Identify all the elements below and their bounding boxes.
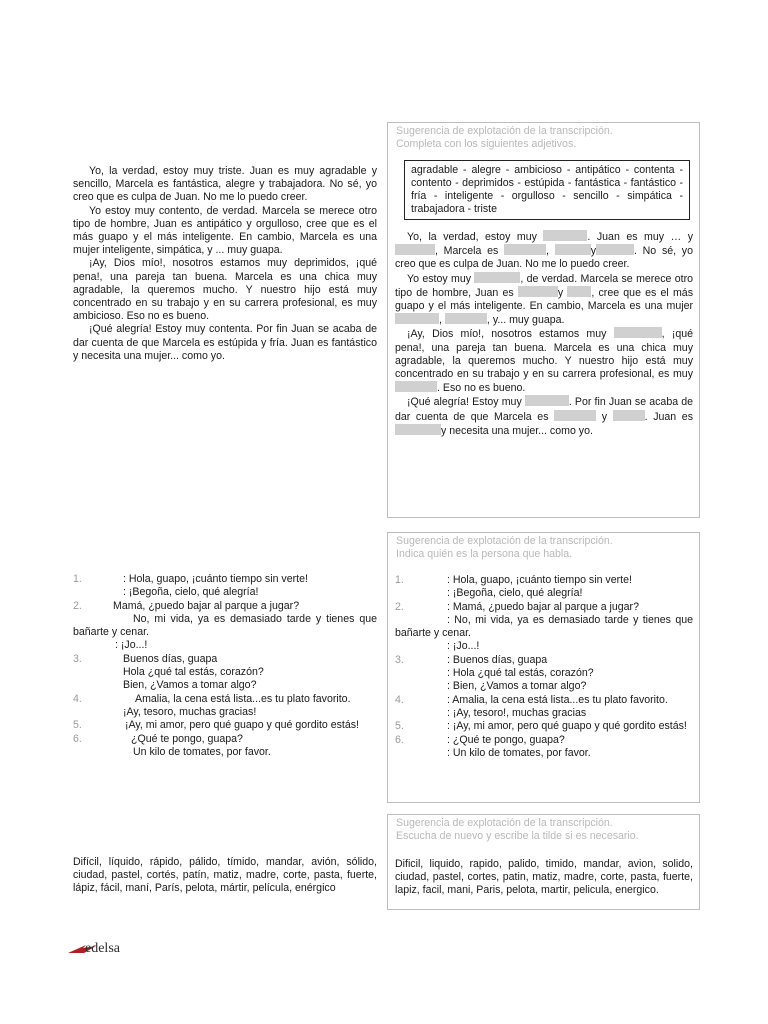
exercise-heading (388, 533, 699, 560)
dialogues-right (388, 560, 699, 760)
text: ¡qué pena!, una pareja tan buena. Marcela es una chica muy agradable, la queremos mucho. Y nuestro hijo está muy concentrado en su trabajo y en su carrera profesional, es muy (395, 328, 694, 381)
dialogue-text: : ¡Ay, tesoro!, muchas gracias (447, 706, 587, 719)
answer-blank[interactable] (445, 313, 487, 324)
text: . Eso no es bueno. (437, 382, 526, 395)
dialogue-text: : ¿Qué te pongo, guapa? (447, 733, 565, 746)
dialogue-text: Mamá, ¿puedo bajar al parque a jugar? (113, 599, 300, 612)
text: , Marcela es (435, 245, 499, 258)
dialogue-line (395, 614, 693, 641)
answer-blank[interactable] (525, 395, 569, 406)
dialogue-line (73, 613, 377, 640)
line-number: 2. (395, 600, 404, 613)
dialogue-text: Hola ¿qué tal estás, corazón? (123, 666, 264, 679)
dialogue-line (395, 694, 693, 707)
paragraph: Yo estoy muy contento, de verdad. Marcela se merece otro tipo de hombre, Juan es antipático y orgulloso, cree que es el más guapo y el más inteligente. En cambio, Marcela es una mujer inteligente, simpática, y ... muy guapa. (73, 204, 377, 257)
text: , (486, 314, 490, 327)
text: , (546, 245, 549, 258)
answer-blank[interactable] (543, 230, 587, 241)
text: . Juan es muy … (587, 231, 682, 243)
exercise-heading (388, 815, 699, 842)
dialogues-left (73, 573, 377, 759)
dialogue-line (395, 747, 693, 760)
line-number: 6. (73, 732, 82, 745)
answer-blank[interactable] (474, 272, 520, 283)
dialogue-line (73, 573, 377, 586)
answer-blank[interactable] (395, 424, 441, 435)
dialogue-text: : ¡Jo...! (447, 640, 480, 653)
heading-line: Sugerencia de explotación de la transcripción. (396, 535, 613, 547)
exercise-box-speakers (387, 532, 700, 803)
dialogue-line (395, 734, 693, 747)
text: y (557, 286, 564, 299)
fill-in-text (388, 230, 699, 438)
line-number: 3. (73, 652, 82, 665)
dialogue-text: ¡Ay, mi amor, pero qué guapo y qué gordito estás! (125, 719, 359, 732)
text: y (687, 231, 693, 243)
dialogue-line (395, 667, 693, 680)
logo-mark-icon (66, 937, 136, 957)
accent-words-left: Difícil, líquido, rápido, pálido, tímido, mandar, avión, sólido, ciudad, pastel, cortés, patín, matiz, madre, corte, pasta, fuerte, lápiz, fácil, maní, París, pelota, mártir, película, enérgico (73, 856, 377, 895)
line-number: 5. (73, 719, 82, 732)
line-number: 3. (395, 653, 404, 666)
text: y (601, 410, 608, 423)
heading-line: Sugerencia de explotación de la transcripción. (396, 125, 613, 137)
text: y (590, 245, 596, 258)
answer-blank[interactable] (395, 381, 437, 392)
dialogue-line (395, 680, 693, 693)
paragraph: ¡Qué alegría! Estoy muy contenta. Por fin Juan se acaba de dar cuenta de que Marcela es estúpida y fría. Juan es fantástico y necesita una mujer... como yo. (73, 323, 377, 362)
heading-line: Sugerencia de explotación de la transcripción. (396, 817, 613, 829)
dialogue-text: : Buenos días, guapa (447, 653, 548, 666)
text: , (661, 328, 665, 341)
text: merece otro tipo de hombre, Juan es (395, 272, 693, 299)
exercise-heading (388, 123, 699, 150)
dialogue-text: : Hola, guapo, ¡cuánto tiempo sin verte! (123, 573, 308, 585)
line-number: 6. (395, 733, 404, 746)
dialogue-text: Amalia, la cena está lista...es tu plato favorito. (135, 692, 351, 705)
dialogue-line (73, 653, 377, 666)
answer-blank[interactable] (596, 244, 634, 255)
answer-blank[interactable] (613, 410, 645, 421)
dialogue-line (73, 706, 377, 719)
dialogue-text: : Hola, guapo, ¡cuánto tiempo sin verte! (447, 574, 632, 586)
logo-wordmark: edelsa (85, 941, 120, 956)
dialogue-line (73, 733, 377, 746)
answer-blank[interactable] (504, 244, 546, 255)
dialogue-text: : ¡Begoña, cielo, qué alegría! (123, 586, 259, 599)
dialogue-text: Bien, ¿Vamos a tomar algo? (123, 679, 257, 692)
text: ¡Ay, Dios mío!, nosotros estamos muy (407, 328, 607, 341)
dialogue-text: : Un kilo de tomates, por favor. (447, 746, 591, 759)
line-number: 1. (73, 573, 82, 585)
dialogue-text: Un kilo de tomates, por favor. (133, 745, 271, 758)
dialogue-line (395, 654, 693, 667)
line-number: 4. (73, 692, 82, 705)
line-number: 2. (73, 599, 82, 612)
dialogue-text: : Amalia, la cena está lista...es tu plato favorito. (447, 693, 668, 706)
edelsa-logo (66, 937, 136, 957)
heading-line: Indica quién es la persona que habla. (396, 547, 573, 560)
dialogue-line (395, 720, 693, 733)
text: y... muy guapa. (492, 314, 565, 327)
text: acaba de dar cuenta de que Marcela es (395, 396, 693, 423)
word-bank: agradable - alegre - ambicioso - antipático - contenta - contento - deprimidos - estúpida - fantástica - fantástico - fría - inteligente - orgulloso - sencillo - simpática - trabajadora - triste (404, 160, 690, 220)
dialogue-text: No, mi vida, ya es demasiado tarde y tienes que bañarte y cenar. (73, 612, 377, 639)
dialogue-line (73, 639, 377, 652)
answer-blank[interactable] (554, 410, 596, 421)
answer-blank[interactable] (518, 286, 558, 297)
dialogue-text: : Bien, ¿Vamos a tomar algo? (447, 680, 587, 693)
dialogue-text: : ¡Ay, mi amor, pero qué guapo y qué gordito estás! (447, 720, 687, 733)
dialogue-line (73, 719, 377, 732)
text: Yo estoy muy (407, 272, 472, 285)
text: . Por fin Juan se (568, 396, 647, 409)
exercise-box-accents (387, 814, 700, 910)
text: y necesita una mujer... como yo. (441, 424, 593, 437)
line-number: 4. (395, 693, 404, 706)
dialogue-line (73, 586, 377, 599)
answer-blank[interactable] (567, 286, 591, 297)
text: Yo, la verdad, estoy muy (407, 231, 537, 243)
text: En cambio, Marcela es una mujer (529, 300, 693, 313)
line-number: 1. (395, 574, 404, 586)
dialogue-line (73, 693, 377, 706)
text: ¡Qué alegría! Estoy muy (407, 396, 522, 409)
text: sé, yo creo que es culpa de Juan. No me lo puedo creer. (395, 245, 693, 271)
heading-line: Completa con los siguientes adjetivos. (396, 137, 577, 150)
answer-blank[interactable] (614, 327, 662, 338)
text: , (439, 314, 442, 327)
text: . Juan es (644, 410, 693, 423)
dialogue-text: Buenos días, guapa (123, 652, 218, 665)
answer-blank[interactable] (395, 313, 439, 324)
exercise-box-adjectives (387, 122, 700, 518)
dialogue-line (73, 746, 377, 759)
paragraph: ¡Ay, Dios mío!, nosotros estamos muy deprimidos, ¡qué pena!, una pareja tan buena. Marcela es una chica muy agradable, la queremos mucho. Y nuestro hijo está muy concentrado en su trabajo y en su carrera profesional, es muy ambicioso. Eso no es bueno. (73, 257, 377, 323)
dialogue-line (395, 574, 693, 587)
dialogue-text: : ¡Jo...! (115, 639, 148, 652)
dialogue-text: : Hola ¿qué tal estás, corazón? (447, 667, 594, 680)
paragraph: Yo, la verdad, estoy muy triste. Juan es muy agradable y sencillo, Marcela es fantástica, alegre y trabajadora. No sé, yo creo que es culpa de Juan. No me lo puedo creer. (73, 165, 377, 204)
text: . No (633, 245, 657, 258)
answer-blank[interactable] (555, 244, 591, 255)
dialogue-line (73, 679, 377, 692)
accent-words-right: Dificil, liquido, rapido, palido, timido, mandar, avion, solido, ciudad, pastel, cortes, patin, matiz, madre, corte, pasta, fuerte, lapiz, facil, mani, Paris, pelota, martir, pelicula, energico. (395, 858, 693, 897)
dialogue-line (395, 587, 693, 600)
dialogue-line (395, 707, 693, 720)
dialogue-line (73, 600, 377, 613)
dialogue-text: ¡Ay, tesoro, muchas gracias! (123, 705, 257, 718)
text: , de verdad. Marcela se (520, 272, 633, 285)
dialogue-text: : No, mi vida, ya es demasiado tarde y tienes que bañarte y cenar. (395, 613, 693, 640)
dialogue-text: : ¡Begoña, cielo, qué alegría! (447, 587, 583, 600)
answer-blank[interactable] (395, 244, 435, 255)
transcript-1 (73, 165, 377, 363)
line-number: 5. (395, 720, 404, 733)
dialogue-line (395, 601, 693, 614)
text: , cree que es el más guapo y el más inteligente. (395, 286, 693, 313)
dialogue-text: : Mamá, ¿puedo bajar al parque a jugar? (447, 600, 639, 613)
dialogue-text: ¿Qué te pongo, guapa? (131, 732, 243, 745)
dialogue-line (395, 640, 693, 653)
heading-line: Escucha de nuevo y escribe la tilde si es necesario. (396, 829, 639, 842)
dialogue-line (73, 666, 377, 679)
